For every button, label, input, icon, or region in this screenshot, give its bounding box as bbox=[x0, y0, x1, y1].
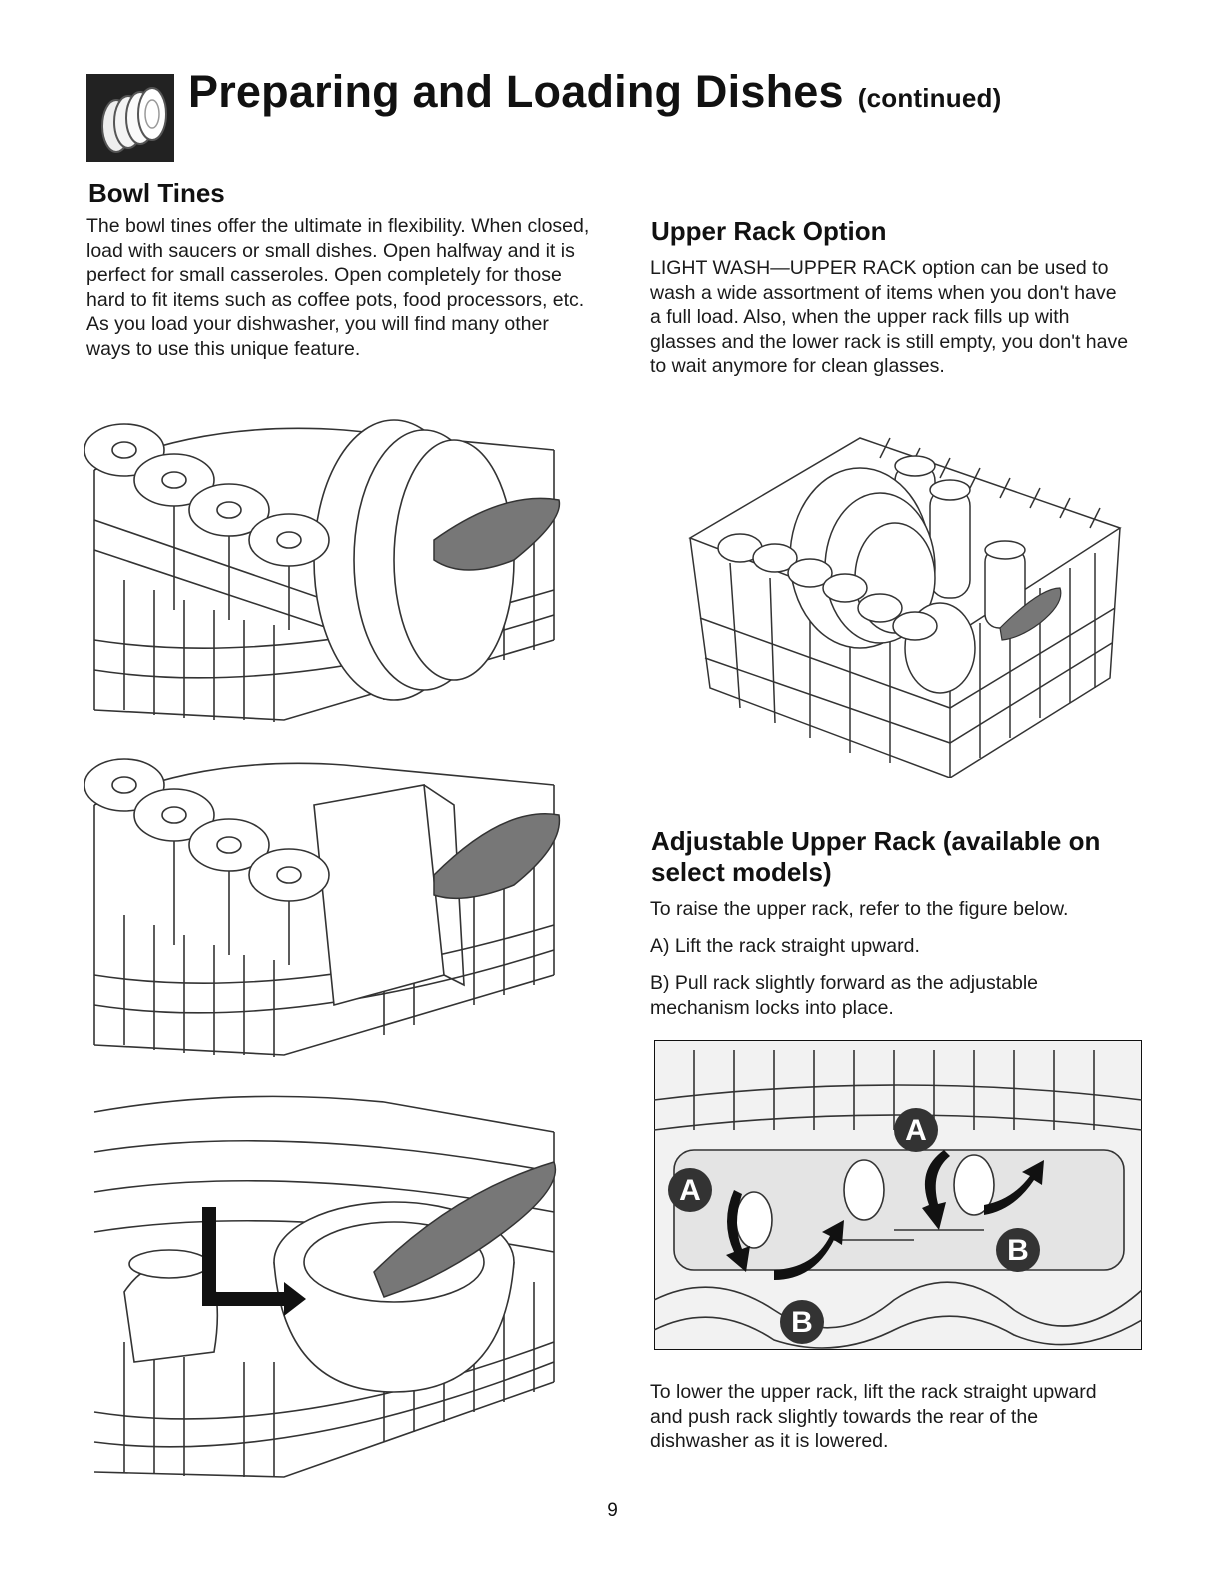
bowl-tines-open-figure bbox=[84, 1092, 564, 1482]
bowl-tines-heading: Bowl Tines bbox=[88, 178, 225, 208]
stacked-dishes-icon bbox=[86, 74, 174, 162]
page-header bbox=[86, 62, 1002, 158]
upper-rack-option-text: LIGHT WASH—UPPER RACK option can be used to wash a wide assortment of items when you don't have a full load. Also, when the upper rack fills up with glasses and the lower rack is still empty, you don't have to wait anymore for clean glasses. bbox=[650, 257, 1129, 377]
page-number: 9 bbox=[607, 1500, 618, 1521]
adjustable-upper-rack-heading: Adjustable Upper Rack (available on select models) bbox=[651, 826, 1101, 888]
adjustable-rack-figure bbox=[654, 1040, 1142, 1350]
label-a-left: A bbox=[679, 1174, 701, 1207]
adjustable-rack-step-b: B) Pull rack slightly forward as the adjustable mechanism locks into place. bbox=[650, 972, 1039, 1019]
bowl-tines-closed-figure bbox=[84, 410, 564, 730]
page-title-main: Preparing and Loading Dishes bbox=[188, 66, 844, 117]
label-b-right: B bbox=[1007, 1234, 1029, 1267]
lower-rack-instructions: To lower the upper rack, lift the rack straight upward and push rack slightly towards the rear of the dishwasher as it is lowered. bbox=[650, 1381, 1097, 1452]
label-a-top: A bbox=[905, 1114, 927, 1147]
page-title-continued: (continued) bbox=[857, 83, 1002, 113]
bowl-tines-text: The bowl tines offer the ultimate in flexibility. When closed, load with saucers or small dishes. Open halfway and it is perfect for small casseroles. Open completely for those hard to fit items such as coffee pots, food processors, etc. As you load your dishwasher, you will find many other ways to use this unique feature. bbox=[86, 215, 590, 360]
label-b-bottom: B bbox=[791, 1306, 813, 1339]
adjustable-rack-step-a: A) Lift the rack straight upward. bbox=[650, 935, 920, 957]
upper-rack-figure bbox=[650, 418, 1140, 778]
adjustable-rack-intro: To raise the upper rack, refer to the figure below. bbox=[650, 898, 1069, 920]
page-title bbox=[188, 66, 1001, 118]
upper-rack-option-heading: Upper Rack Option bbox=[651, 216, 887, 246]
bowl-tines-halfway-figure bbox=[84, 745, 564, 1065]
